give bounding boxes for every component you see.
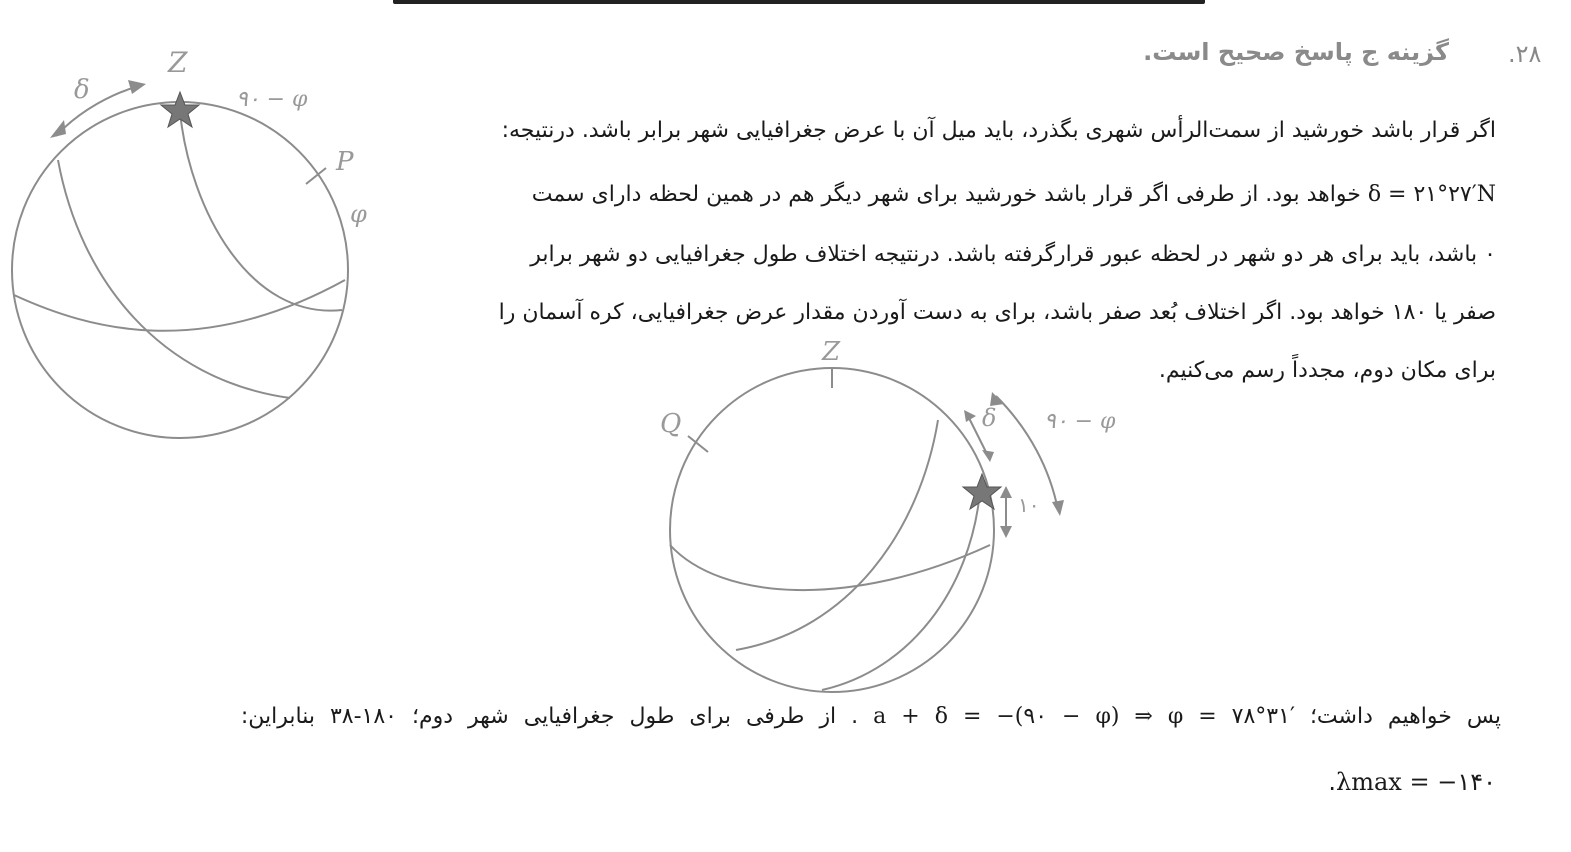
conclusion-text-before: پس خواهیم داشت؛ <box>1309 704 1501 729</box>
paragraph-line-2 <box>532 182 1496 207</box>
arc-b <box>670 545 990 590</box>
conclusion-formula: a + δ = −(۹۰ − φ) ⇒ φ = ۷۸°۳۱′ <box>873 704 1295 729</box>
final-formula: λmax = −۱۴۰ <box>1336 768 1496 796</box>
conclusion-text-after: . از طرفی برای طول جغرافیایی شهر دوم؛ ۱۸۰-۳۸ بنابراین: <box>240 704 859 729</box>
colatitude-label-2: ۹۰ − φ <box>1044 409 1116 434</box>
paragraph-line-1: اگر قرار باشد خورشید از سمت‌الرأس شهری بگذرد، باید میل آن با عرض جغرافیایی شهر برابر باشد. درنتیجه: <box>501 118 1496 143</box>
ten-label-2: ۱۰ <box>1018 493 1040 517</box>
arc-c <box>822 492 980 690</box>
star-icon-2 <box>963 474 1001 509</box>
final-formula-line: λmax = −۱۴۰. <box>1328 768 1496 796</box>
paragraph-line-3: ۰ باشد، باید برای هر دو شهر در لحظه عبور قرارگرفته باشد. درنتیجه اختلاف طول جغرافیایی دو شهر برابر <box>530 242 1496 267</box>
arc-1 <box>180 112 342 311</box>
zenith-label-1: Z <box>168 46 188 79</box>
arrow-head-f <box>1000 526 1012 538</box>
question-number: ۲۸. <box>1508 40 1542 68</box>
celestial-sphere-figure-1 <box>0 30 390 490</box>
sphere-outline-1 <box>12 102 348 438</box>
sphere-outline-2 <box>670 368 997 692</box>
arrow-head-d <box>982 450 994 462</box>
pole-label-1: P <box>336 147 354 177</box>
star-icon <box>161 92 199 127</box>
delta-label-1: δ <box>74 75 90 105</box>
arrow-head-b <box>1052 500 1064 516</box>
paragraph-line-2-text: خواهد بود. از طرفی اگر قرار باشد خورشید برای شهر دیگر هم در همین لحظه دارای سمت <box>531 182 1361 207</box>
declination-formula: δ = ۲۱°۲۷′N <box>1367 182 1496 207</box>
arc-a <box>736 420 938 650</box>
arrow-head-right <box>128 80 146 94</box>
top-divider-bar <box>393 0 1205 4</box>
colatitude-label-1: ۹۰ − φ <box>236 87 308 112</box>
phi-label-1: φ <box>350 200 367 228</box>
arrow-head-left <box>50 120 66 138</box>
arrow-head-e <box>1000 486 1012 498</box>
delta-label-2: δ <box>982 404 997 432</box>
zenith-label-2: Z <box>822 337 841 367</box>
q-label-2: Q <box>660 409 682 439</box>
answer-heading: گزینه ج پاسخ صحیح است. <box>1143 38 1449 66</box>
paragraph-line-5: برای مکان دوم، مجدداً رسم می‌کنیم. <box>1158 358 1496 383</box>
conclusion-line <box>241 704 1501 729</box>
paragraph-line-4: صفر یا ۱۸۰ خواهد بود. اگر اختلاف بُعد صفر باشد، برای به دست آوردن مقدار عرض جغرافیایی، کره آسمان را <box>498 300 1496 325</box>
celestial-sphere-figure-2 <box>650 330 1130 690</box>
